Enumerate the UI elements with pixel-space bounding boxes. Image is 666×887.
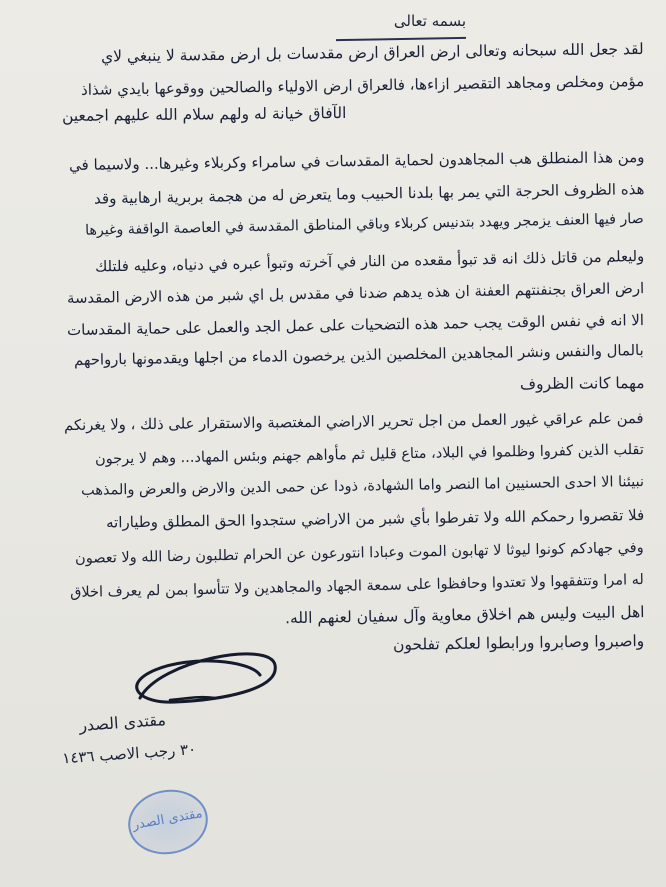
letter-line: هذه الظروف الحرجة التي يمر بها بلدنا الحبيب وما يتعرض له من هجمة بربرية ارهابية وقد	[93, 180, 645, 208]
letter-line: مؤمن ومخلص ومجاهد التقصير ازاءها، فالعراق ارض الاولياء والصالحين ووقوعها بايدي شذاذ	[80, 72, 645, 99]
letter-line: نبيئنا الا احدى الحسنيين اما النصر واما الشهادة، ذودا عن حمى الدين والارض والعرض والمذهب	[80, 474, 645, 499]
letter-line: بالمال والنفس ونشر المجاهدين المخلصين الذين يرخصون الدماء من اجلها ويقدمونها بارواحهم	[74, 342, 645, 369]
letter-line: ومن هذا المنطلق هب المجاهدون لحماية المقدسات في سامراء وكربلاء وغيرها... ولاسيما في	[68, 148, 645, 175]
letter-line: ارض العراق بجنفنتهم العفنة ان هذه يدهم ضدنا في مقدس بل اي شبر من هذه الارض المقدسة	[66, 280, 645, 308]
basmala-underline	[336, 37, 466, 41]
letter-line: لقد جعل الله سبحانه وتعالى ارض العراق ارض مقدسات بل ارض مقدسة لا ينبغي لاي	[101, 40, 645, 66]
signature-date: ٣٠ رجب الاصب ١٤٣٦	[61, 740, 197, 768]
letter-line: فمن علم عراقي غيور العمل من اجل تحرير الاراضي المغتصبة والاستقرار على ذلك ، ولا يغرنكم	[64, 410, 645, 435]
letter-line: صار فيها العنف يزمجر ويهدد بتدنيس كربلاء وباقي المناطق المقدسة في العاصمة الواقفة وغيرها	[85, 211, 645, 239]
basmala-heading: بسمه تعالى	[393, 12, 466, 30]
letter-line: الا انه في نفس الوقت يجب حمد هذه التضحيات على عمل الجد والعمل على حماية المقدسات	[66, 311, 645, 340]
letter-line: واصبروا وصابروا ورابطوا لعلكم تفلحون	[392, 632, 645, 654]
signature-name: مقتدى الصدر	[78, 710, 167, 736]
letter-line: وفي جهادكم كونوا ليوثا لا تهابون الموت وعبادا انتورعون عن الحرام تطلبون رضا الله ولا تعصون	[75, 540, 645, 567]
official-seal	[123, 784, 213, 861]
letter-line: مهما كانت الظروف	[519, 374, 645, 394]
letter-line: فلا تقصروا رحمكم الله ولا تفرطوا بأي شبر من الاراضي ستجدوا الحق المطلق وطياراته	[105, 506, 645, 532]
letter-line: الآفاق خيانة له ولهم سلام الله عليهم اجمعين	[61, 104, 347, 125]
letter-line: وليعلم من قاتل ذلك انه قد تبوأ مقعده من النار في آخرته وتبوأ عبره في دنياه، وعليه فلتلك	[94, 248, 645, 276]
seal-text: مقتدى الصدر	[131, 806, 204, 834]
letter-line: تقلب الذين كفروا وظلموا في البلاد، متاع قليل ثم مأواهم جهنم وبئس المهاد... وهم لا يرجون	[95, 442, 645, 468]
letter-line: له امرا وتتفقهوا ولا تعتدوا وحافظوا على سمعة الجهاد والمجاهدين ولا تتأسوا بمن لم يعرف اخلاق	[70, 572, 645, 602]
letter-line: اهل البيت وليس هم اخلاق معاوية وآل سفيان لعنهم الله.	[284, 603, 645, 628]
